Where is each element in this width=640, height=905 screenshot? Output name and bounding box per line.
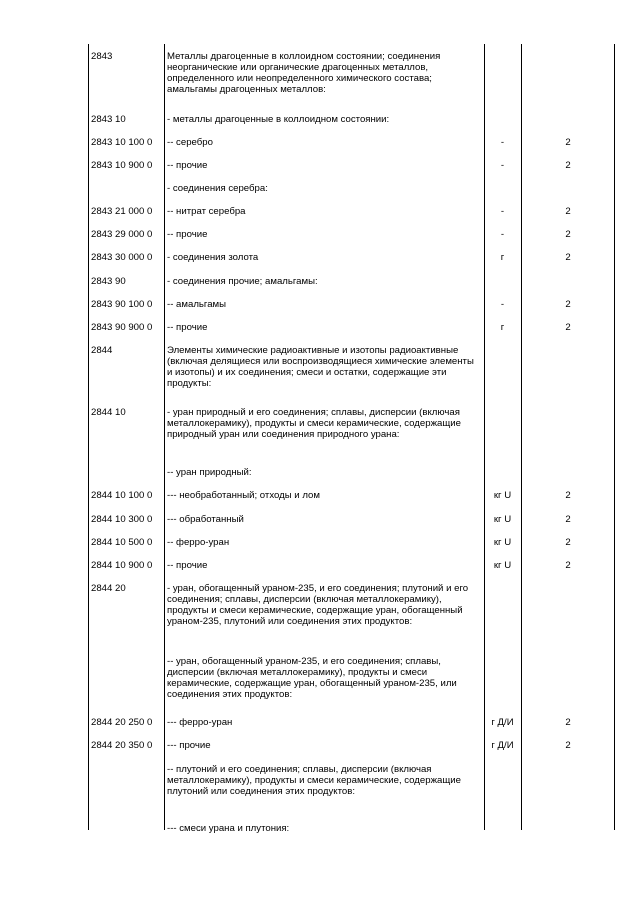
description: -- прочие (167, 560, 208, 571)
column-border-code (164, 44, 165, 830)
description: - соединения прочие; амальгамы: (167, 276, 318, 287)
duty-rate: 2 (565, 322, 571, 333)
description: Элементы химические радиоактивные и изотопы радиоактивные (включая делящиеся или воспроизводящиеся химические элементы и изотопы) и их соединения; смеси и остатки, содержащие эти продукты: (167, 345, 474, 389)
unit-of-measure: кг U (493, 490, 512, 501)
duty-rate: 2 (565, 490, 571, 501)
description: --- обработанный (167, 514, 244, 525)
tariff-code: 2844 (91, 345, 113, 356)
duty-rate: 2 (565, 160, 571, 171)
description: - уран природный и его соединения; сплавы, дисперсии (включая металлокерамику), продукты и смеси керамические, содержащие природный уран или соединения природного урана: (167, 407, 461, 440)
unit-of-measure: кг U (493, 537, 512, 548)
tariff-code: 2844 20 (91, 583, 126, 594)
tariff-code: 2843 (91, 51, 113, 62)
duty-rate: 2 (565, 206, 571, 217)
tariff-code: 2844 10 500 0 (91, 537, 153, 548)
unit-of-measure: г Д/И (491, 740, 514, 751)
description: - металлы драгоценные в коллоидном состоянии: (167, 114, 390, 125)
unit-of-measure: г (500, 322, 505, 333)
description: --- смеси урана и плутония: (167, 823, 290, 834)
description: -- серебро (167, 137, 213, 148)
duty-rate: 2 (565, 229, 571, 240)
unit-of-measure: - (500, 160, 505, 171)
unit-of-measure: - (500, 299, 505, 310)
column-border-unit (521, 44, 522, 830)
duty-rate: 2 (565, 137, 571, 148)
description: --- ферро-уран (167, 717, 233, 728)
unit-of-measure: г Д/И (491, 717, 514, 728)
duty-rate: 2 (565, 740, 571, 751)
description: -- амальгамы (167, 299, 227, 310)
tariff-code: 2844 10 900 0 (91, 560, 153, 571)
description: - соединения золота (167, 252, 259, 263)
unit-of-measure: - (500, 229, 505, 240)
tariff-code: 2843 90 (91, 276, 126, 287)
description: -- уран природный: (167, 467, 252, 478)
description: -- плутоний и его соединения; сплавы, дисперсии (включая металлокерамику), продукты и смеси керамические, содержащие плутоний или соединения этих продуктов: (167, 764, 461, 797)
unit-of-measure: - (500, 206, 505, 217)
column-border-right (614, 44, 615, 830)
description: -- прочие (167, 160, 208, 171)
tariff-code: 2843 10 (91, 114, 126, 125)
tariff-code: 2843 29 000 0 (91, 229, 153, 240)
description: --- прочие (167, 740, 211, 751)
column-border-left (88, 44, 89, 830)
description: -- уран, обогащенный ураном-235, и его соединения; сплавы, дисперсии (включая металлокерамику), продукты и смеси керамические, содержащие уран, обогащенный ураном-235, или соединения этих продуктов: (167, 656, 457, 700)
duty-rate: 2 (565, 514, 571, 525)
unit-of-measure: г (500, 252, 505, 263)
tariff-code: 2843 30 000 0 (91, 252, 153, 263)
duty-rate: 2 (565, 560, 571, 571)
tariff-code: 2843 90 900 0 (91, 322, 153, 333)
tariff-code: 2843 21 000 0 (91, 206, 153, 217)
duty-rate: 2 (565, 299, 571, 310)
tariff-code: 2843 10 100 0 (91, 137, 153, 148)
tariff-code: 2843 10 900 0 (91, 160, 153, 171)
unit-of-measure: кг U (493, 514, 512, 525)
tariff-code: 2844 10 (91, 407, 126, 418)
unit-of-measure: - (500, 137, 505, 148)
duty-rate: 2 (565, 537, 571, 548)
tariff-code: 2844 10 300 0 (91, 514, 153, 525)
description: - соединения серебра: (167, 183, 268, 194)
description: - уран, обогащенный ураном-235, и его соединения; плутоний и его соединения; сплавы, дисперсии (включая металлокерамику), продукты и смеси керамические, содержащие уран, обогащенный ураном-235, плутоний или соединения этих продуктов: (167, 583, 469, 627)
unit-of-measure: кг U (493, 560, 512, 571)
tariff-code: 2844 10 100 0 (91, 490, 153, 501)
description: -- прочие (167, 322, 208, 333)
description: --- необработанный; отходы и лом (167, 490, 320, 501)
description: Металлы драгоценные в коллоидном состоянии; соединения неорганические или органические драгоценных металлов, определенного или неопределенного химического состава; амальгамы драгоценных металлов: (167, 51, 441, 95)
duty-rate: 2 (565, 717, 571, 728)
duty-rate: 2 (565, 252, 571, 263)
description: -- прочие (167, 229, 208, 240)
column-border-description (484, 44, 485, 830)
tariff-code: 2844 20 350 0 (91, 740, 153, 751)
description: -- нитрат серебра (167, 206, 246, 217)
tariff-code: 2843 90 100 0 (91, 299, 153, 310)
tariff-code: 2844 20 250 0 (91, 717, 153, 728)
description: -- ферро-уран (167, 537, 230, 548)
